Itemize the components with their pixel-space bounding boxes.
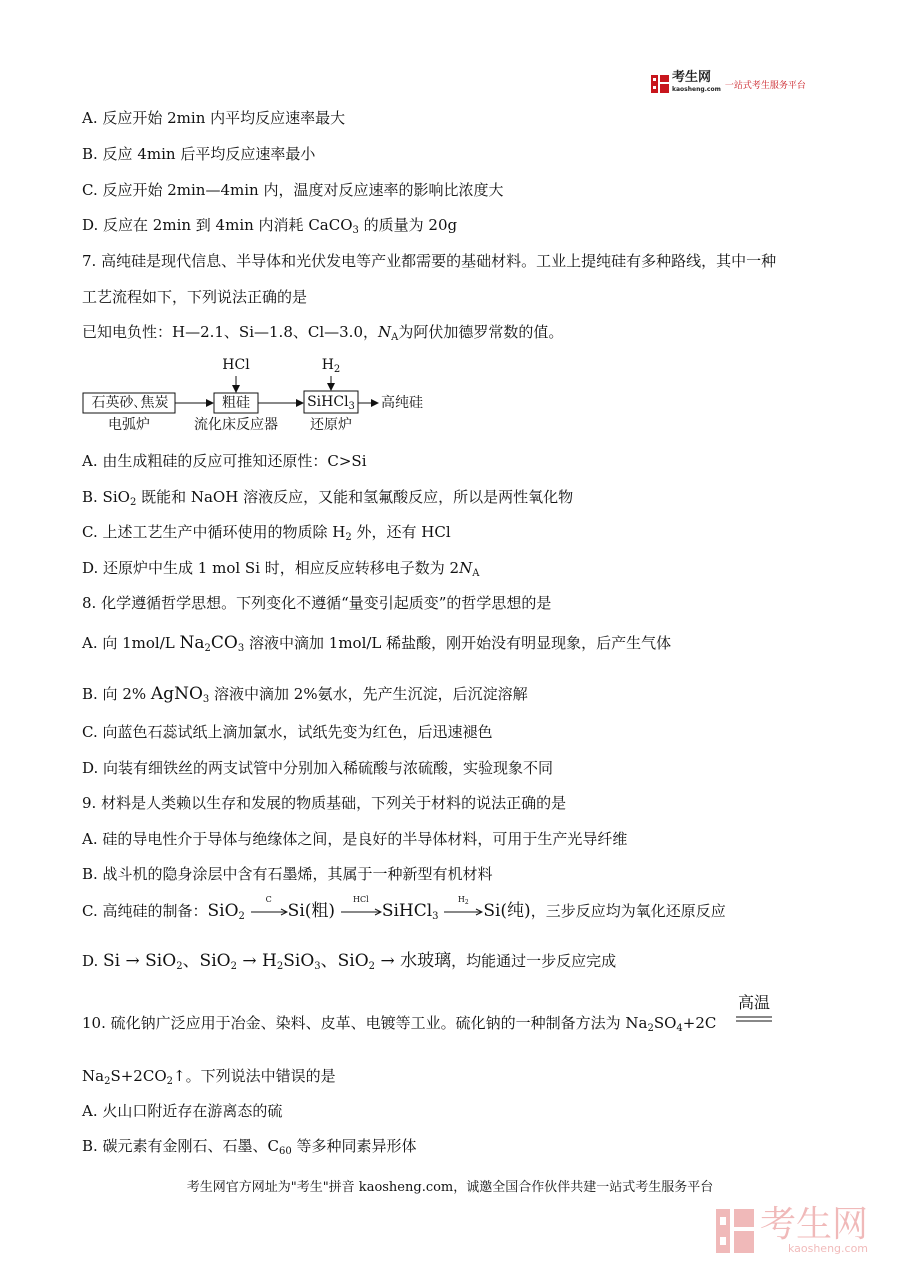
flow-label-reduction-furnace: 还原炉 (310, 417, 352, 433)
reaction-arrow-2: HCl (340, 902, 382, 922)
q6-option-d: D. 反应在 2min 到 4min 内消耗 CaCO$_3$ 的质量为 20g (82, 216, 458, 236)
q9-stem: 9. 材料是人类赖以生存和发展的物质基础，下列关于材料的说法正确的是 (82, 794, 567, 812)
flow-reagent-hcl: HCl (222, 357, 250, 373)
logo-url: kaosheng.com (672, 86, 721, 93)
reaction-arrow-3: $H_2$ (443, 902, 483, 922)
page-footer: 考生网官方网址为"考生"拼音 kaosheng.com，诚邀全国合作伙伴共建一站式考生服务平台 (186, 1180, 714, 1195)
q7-option-a: A. 由生成粗硅的反应可推知还原性：C>Si (82, 452, 367, 470)
q7-stem-line1: 7. 高纯硅是现代信息、半导体和光伏发电等产业都需要的基础材料。工业上提纯硅有多种路线，其中一种 (82, 252, 777, 270)
watermark (716, 1204, 869, 1255)
high-temp-condition: 高温 (737, 993, 770, 1012)
q8-option-d: D. 向装有细铁丝的两支试管中分别加入稀硫酸与浓硫酸，实验现象不同 (82, 759, 554, 777)
q10-option-a: A. 火山口附近存在游离态的硫 (82, 1102, 283, 1120)
flow-label-fluidized-bed: 流化床反应器 (194, 417, 278, 433)
header-logo (651, 72, 806, 96)
q7-stem-line2: 工艺流程如下，下列说法正确的是 (82, 288, 308, 306)
q9-option-b: B. 战斗机的隐身涂层中含有石墨烯，其属于一种新型有机材料 (82, 865, 493, 883)
q7-known: 已知电负性：H—2.1、Si—1.8、Cl—3.0，$N_A$为阿伏加德罗常数的值。 (82, 323, 564, 343)
q10-option-b: B. 碳元素有金刚石、石墨、$C_{60}$ 等多种同素异形体 (82, 1137, 417, 1157)
q10-stem-line2: $Na_2S+2CO_2↑$。下列说法中错误的是 (82, 1067, 336, 1087)
flow-label-arc-furnace: 电弧炉 (108, 417, 150, 433)
q8-option-a: A. 向 1mol/L $Na_2CO_3$ 溶液中滴加 1mol/L 稀盐酸，刚开始没有明显现象，后产生气体 (82, 633, 672, 654)
process-flow-diagram (82, 352, 442, 436)
q6-option-b: B. 反应 4min 后平均反应速率最小 (82, 145, 316, 163)
q8-stem: 8. 化学遵循哲学思想。下列变化不遵循“量变引起质变”的哲学思想的是 (82, 594, 552, 612)
reaction-arrow-1: C (250, 902, 288, 922)
q8-option-c: C. 向蓝色石蕊试纸上滴加氯水，试纸先变为红色，后迅速褪色 (82, 723, 493, 741)
watermark-logo-icon (716, 1209, 754, 1253)
q9-option-d: D. Si → SiO$_2$、$SiO_2 \to H_2SiO_3$、SiO$_2$ → 水玻璃，均能通过一步反应完成 (82, 951, 617, 972)
q6-option-a: A. 反应开始 2min 内平均反应速率最大 (82, 109, 346, 127)
logo-slogan: 一站式考生服务平台 (724, 80, 806, 91)
q10-stem-line1: 10. 硫化钠广泛应用于冶金、染料、皮革、电镀等工业。硫化钠的一种制备方法为 $Na_2SO_4+2C$ (82, 1014, 717, 1034)
logo-mark-icon (651, 75, 669, 93)
q9-option-c: C. 高纯硅的制备：SiO$_2$ C Si(粗) HCl SiHCl$_3$ $H_2$ Si(纯)，三步反应均为氧化还原反应 (82, 895, 726, 922)
logo-text: 考生网 kaosheng.com (672, 72, 721, 96)
flow-product: 高纯硅 (381, 395, 423, 411)
q7-option-c: C. 上述工艺生产中循环使用的物质除 $H_2$ 外，还有 HCl (82, 523, 451, 543)
q8-option-b: B. 向 2% AgNO$_3$ 溶液中滴加 2%氨水，先产生沉淀，后沉淀溶解 (82, 684, 528, 705)
q7-option-d: D. 还原炉中生成 1 mol Si 时，相应反应转移电子数为 $2N_A$ (82, 559, 480, 579)
q6-option-c: C. 反应开始 2min—4min 内，温度对反应速率的影响比浓度大 (82, 181, 504, 199)
watermark-url: kaosheng.com (787, 1242, 869, 1255)
watermark-text: 考生网 (760, 1204, 869, 1245)
flow-reagent-h2: $H_2$ (321, 357, 341, 375)
flow-box-sihcl3: SiHCl$_3$ (307, 394, 355, 412)
flow-box-crude-si: 粗硅 (222, 395, 250, 411)
q9-option-a: A. 硅的导电性介于导体与绝缘体之间，是良好的半导体材料，可用于生产光导纤维 (82, 830, 628, 848)
flow-box-quartz: 石英砂､焦炭 (91, 395, 169, 411)
q7-option-b: B. SiO$_2$ 既能和 NaOH 溶液反应，又能和氢氟酸反应，所以是两性氧化物 (82, 488, 574, 508)
